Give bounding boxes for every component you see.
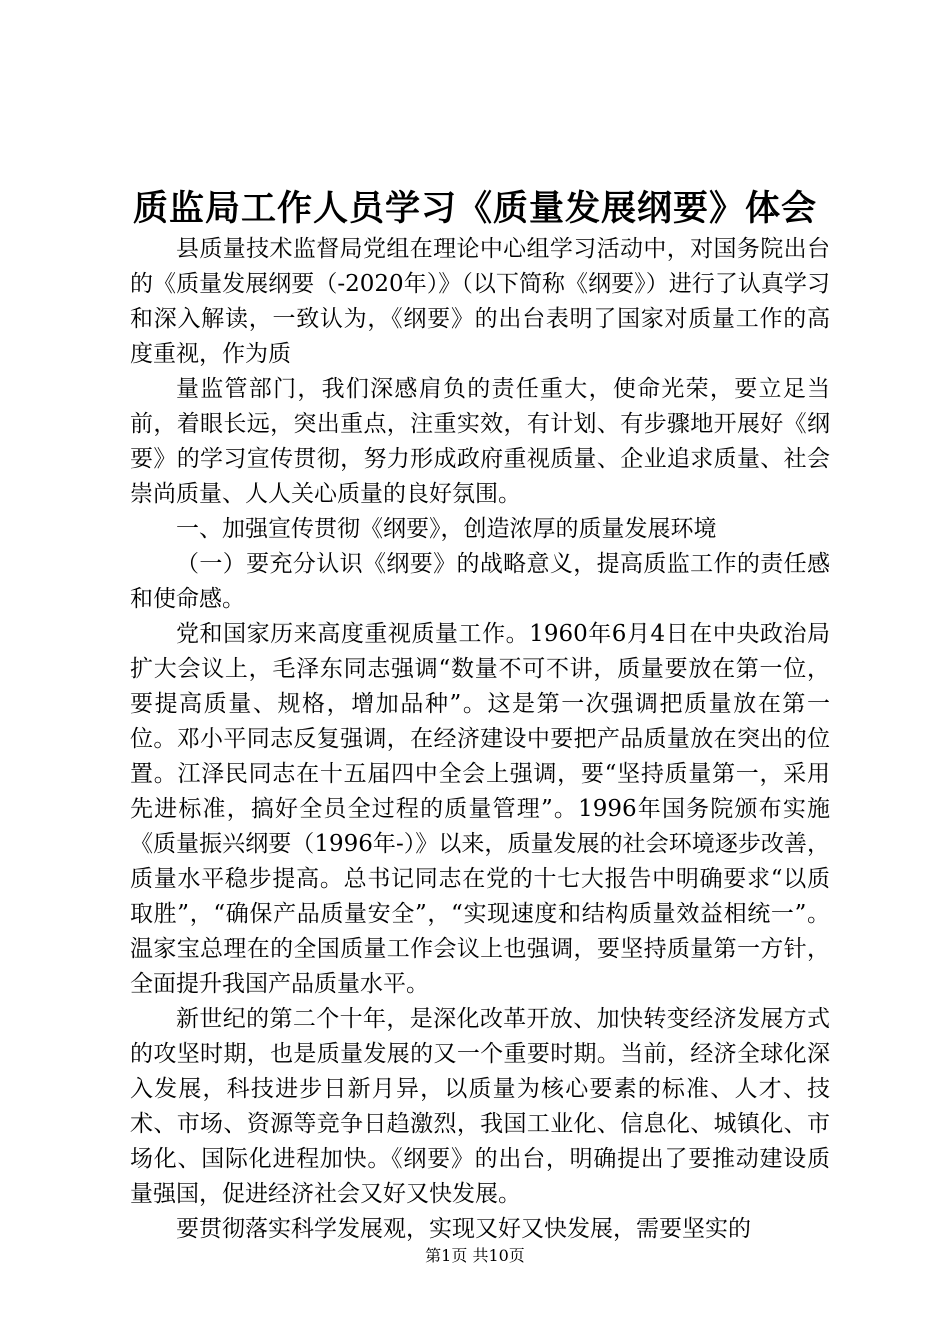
subsection-heading-1: （一）要充分认识《纲要》的战略意义，提高质监工作的责任感和使命感。 bbox=[130, 551, 830, 612]
document-body bbox=[130, 232, 830, 1247]
paragraph-responsibility: 量监管部门，我们深感肩负的责任重大，使命光荣，要立足当前，着眼长远，突出重点，注重实效，有计划、有步骤地开展好《纲要》的学习宣传贯彻，努力形成政府重视质量、企业追求质量、社会崇尚质量、人人关心质量的良好氛围。 bbox=[130, 376, 830, 507]
document-title: 质监局工作人员学习《质量发展纲要》体会 bbox=[132, 188, 817, 229]
paragraph-continuation: 要贯彻落实科学发展观，实现又好又快发展，需要坚实的 bbox=[176, 1216, 751, 1242]
section-heading-1: 一、加强宣传贯彻《纲要》，创造浓厚的质量发展环境 bbox=[176, 516, 717, 542]
paragraph-history: 党和国家历来高度重视质量工作。1960年6月4日在中央政治局扩大会议上，毛泽东同志强调“数量不可不讲，质量要放在第一位，要提高质量、规格，增加品种”。这是第一次强调把质量放在第一位。邓小平同志反复强调，在经济建设中要把产品质量放在突出的位置。江泽民同志在十五届四中全会上强调，要“坚持质量第一，采用先进标准，搞好全员全过程的质量管理”。1996年国务院颁布实施《质量振兴纲要（1996年-）》以来，质量发展的社会环境逐步改善，质量水平稳步提高。总书记同志在党的十七大报告中明确要求“以质取胜”，“确保产品质量安全”，“实现速度和结构质量效益相统一”。温家宝总理在的全国质量工作会议上也强调，要坚持质量第一方针，全面提升我国产品质量水平。 bbox=[130, 621, 830, 997]
paragraph-new-century: 新世纪的第二个十年，是深化改革开放、加快转变经济发展方式的攻坚时期，也是质量发展的又一个重要时期。当前，经济全球化深入发展，科技进步日新月异，以质量为核心要素的标准、人才、技术、市场、资源等竞争日趋激烈，我国工业化、信息化、城镇化、市场化、国际化进程加快。《纲要》的出台，明确提出了要推动建设质量强国，促进经济社会又好又快发展。 bbox=[130, 1006, 830, 1207]
page-footer: 第1页 共10页 bbox=[425, 1246, 525, 1265]
paragraph-intro: 县质量技术监督局党组在理论中心组学习活动中，对国务院出台的《质量发展纲要（-2020年）》（以下简称《纲要》）进行了认真学习和深入解读，一致认为，《纲要》的出台表明了国家对质量工作的高度重视，作为质 bbox=[130, 236, 830, 367]
